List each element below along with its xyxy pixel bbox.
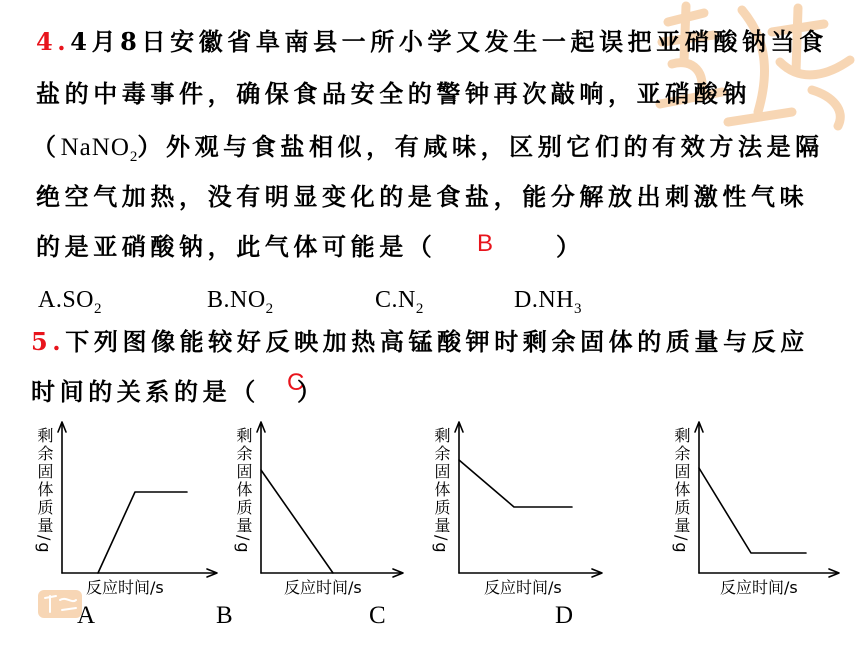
graph-b-curve — [261, 470, 333, 573]
question-5-line-1 — [31, 328, 809, 356]
option-d-subscript: 3 — [574, 301, 582, 317]
graph-a-y-label: 剩余固体质量/g — [35, 427, 54, 555]
option-d-label: D.NH — [514, 287, 574, 313]
option-c-subscript: 2 — [415, 301, 424, 317]
graph-d-x-label: 反应时间/s — [720, 578, 798, 597]
graph-a-letter: A — [77, 602, 96, 629]
graph-b-letter: B — [216, 602, 233, 629]
option-a-subscript: 2 — [94, 301, 102, 317]
graph-b — [257, 422, 403, 577]
question-5-line-2: 时间的关系的是（ — [31, 377, 260, 406]
question-5-text-1: 下列图像能较好反映加热高锰酸钾时剩余固体的质量与反应 — [65, 327, 809, 356]
question-4-answer: B — [477, 230, 494, 257]
option-b-label: B.NO — [207, 287, 266, 313]
question-4-line-1 — [36, 28, 828, 56]
option-c-label: C.N — [375, 287, 416, 313]
graph-c-letter: C — [369, 602, 386, 629]
graph-c-x-label: 反应时间/s — [484, 578, 562, 597]
option-d — [514, 286, 582, 317]
option-b-subscript: 2 — [265, 301, 274, 317]
graph-a-curve — [98, 492, 187, 573]
graph-a-x-label: 反应时间/s — [86, 578, 164, 597]
question-4-text-3: ）外观与食盐相似，有咸味，区别它们的有效方法是隔 — [137, 132, 824, 161]
graph-c — [455, 422, 602, 577]
graph-a — [58, 422, 217, 577]
question-5-close-paren: ） — [297, 377, 321, 406]
graph-c-curve — [459, 460, 572, 507]
question-4-line-4: 绝空气加热，没有明显变化的是食盐，能分解放出刺激性气味 — [36, 182, 809, 211]
question-4-line-3 — [32, 132, 824, 165]
option-c — [375, 286, 423, 317]
question-4-text-1: 4月8日安徽省阜南县一所小学又发生一起误把亚硝酸钠当食 — [70, 27, 828, 56]
question-4-close-paren: ） — [556, 232, 580, 261]
option-b — [207, 286, 273, 317]
question-5-answer: C — [287, 369, 305, 396]
question-4-line-2: 盐的中毒事件，确保食品安全的警钟再次敲响，亚硝酸钠 — [36, 79, 751, 108]
option-a-label: A.SO — [38, 287, 95, 313]
question-4-line-5: 的是亚硝酸钠，此气体可能是（ — [36, 232, 437, 261]
question-4-number: 4. — [36, 27, 71, 56]
graph-b-y-label: 剩余固体质量/g — [234, 427, 253, 555]
graph-d — [695, 422, 839, 577]
graph-c-y-label: 剩余固体质量/g — [432, 427, 451, 555]
graph-d-y-label: 剩余固体质量/g — [672, 427, 691, 555]
question-4-open-paren: （ — [32, 132, 61, 161]
question-5-number: 5. — [31, 327, 66, 356]
graph-d-curve — [699, 468, 806, 553]
graph-b-x-label: 反应时间/s — [284, 578, 362, 597]
option-a — [38, 286, 102, 317]
chemical-formula: NaNO — [60, 134, 130, 161]
chemical-formula-subscript: 2 — [129, 149, 138, 165]
graph-d-letter: D — [555, 602, 574, 629]
